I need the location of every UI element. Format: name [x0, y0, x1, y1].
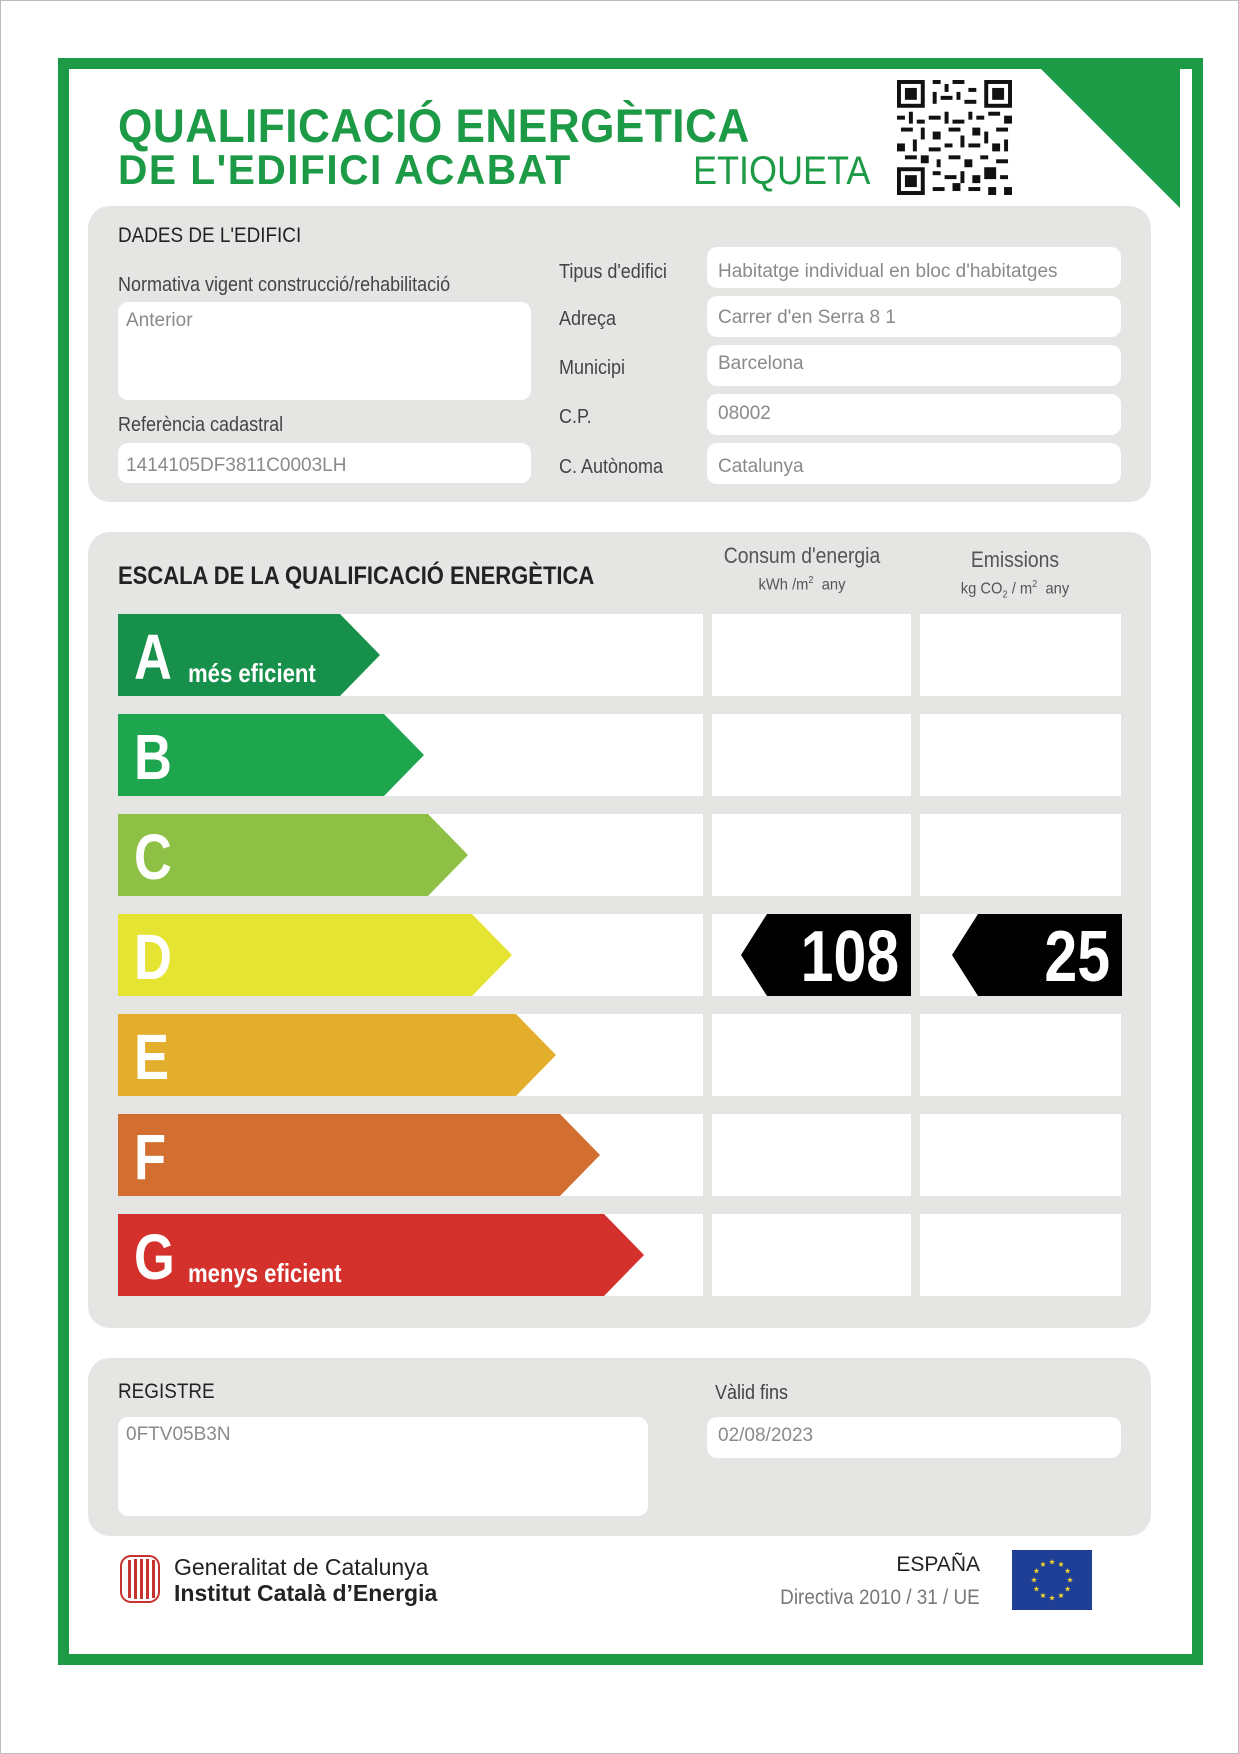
generalitat-name: Generalitat de Catalunya: [174, 1554, 429, 1580]
emissions-unit-any: any: [1045, 580, 1070, 598]
emissions-header: [925, 547, 1105, 601]
valid-until-value: 02/08/2023: [718, 1425, 814, 1446]
emissions-unit: [932, 579, 1098, 601]
emissions-unit-m: / m: [1007, 580, 1033, 598]
title-line1: QUALIFICACIÓ ENERGÈTICA: [118, 99, 750, 152]
class-arrow-fill: [118, 1114, 600, 1196]
field-label-cp: C.P.: [559, 406, 592, 428]
energy-consumption-tag: [741, 914, 911, 996]
emissions-unit-sub: 2: [1002, 589, 1008, 601]
field-value-municipi: Barcelona: [718, 353, 804, 374]
consum-header-title: Consum d'energia: [723, 543, 881, 568]
corner-triangle: [1030, 58, 1180, 208]
column-separator: [911, 914, 920, 996]
column-separator: [703, 714, 712, 796]
qr-code-icon: [897, 80, 1012, 195]
class-arrow-d: [118, 914, 512, 996]
generalitat-logo-icon: [120, 1555, 160, 1603]
field-value-cp: 08002: [718, 403, 771, 424]
class-letter: E: [134, 1021, 170, 1093]
field-label-adreca: Adreça: [559, 308, 617, 330]
institute-name: Institut Català d’Energia: [174, 1580, 438, 1606]
field-value-tipus: Habitatge individual en bloc d'habitatges: [718, 261, 1058, 282]
scale-title: ESCALA DE LA QUALIFICACIÓ ENERGÈTICA: [118, 562, 595, 590]
column-separator: [911, 814, 920, 896]
etiqueta-label: ETIQUETA: [693, 149, 871, 193]
emissions-unit-kg: kg CO: [960, 580, 1003, 598]
column-separator: [703, 1214, 712, 1296]
class-sublabel: més eficient: [188, 658, 316, 688]
class-arrow-g: [118, 1214, 644, 1296]
emissions-header-title: Emissions: [970, 547, 1060, 572]
registry-value: 0FTV05B3N: [126, 1424, 231, 1445]
normativa-label: Normativa vigent construcció/rehabilitació: [118, 274, 451, 296]
consum-unit: [719, 575, 885, 594]
column-separator: [703, 1114, 712, 1196]
title-line2: DE L'EDIFICI ACABAT: [118, 146, 572, 193]
registry-label: REGISTRE: [118, 1380, 215, 1403]
column-separator: [911, 1214, 920, 1296]
column-separator: [703, 1014, 712, 1096]
energy-consumption-tag-value: 108: [800, 917, 899, 997]
country-label: ESPAÑA: [896, 1553, 980, 1576]
class-arrow-shape: [118, 1114, 600, 1196]
cadastral-value: 1414105DF3811C0003LH: [126, 455, 347, 476]
consum-header: [712, 543, 892, 594]
class-arrow-fill: [118, 1014, 556, 1096]
column-separator: [911, 1114, 920, 1196]
class-arrow-shape: [118, 1014, 556, 1096]
class-sublabel: menys eficient: [188, 1258, 342, 1288]
column-separator: [911, 714, 920, 796]
class-arrow-b: [118, 714, 424, 796]
class-arrow-a: [118, 614, 380, 696]
column-separator: [911, 614, 920, 696]
consum-unit-any: any: [821, 576, 846, 594]
class-arrow-shape: [118, 914, 512, 996]
class-letter: G: [134, 1221, 175, 1293]
emissions-unit-exp: 2: [1032, 579, 1038, 590]
column-separator: [703, 614, 712, 696]
field-label-autonoma: C. Autònoma: [559, 456, 664, 478]
class-letter: A: [134, 621, 172, 693]
normativa-value: Anterior: [126, 310, 193, 331]
consum-unit-kwh: kWh /m: [758, 576, 809, 594]
building-section-title: DADES DE L'EDIFICI: [118, 224, 302, 247]
emissions-tag-value: 25: [1044, 917, 1110, 997]
field-label-tipus: Tipus d'edifici: [559, 261, 667, 283]
eu-flag-icon: [1012, 1550, 1092, 1610]
class-letter: C: [134, 821, 172, 893]
column-separator: [703, 814, 712, 896]
class-arrow-e: [118, 1014, 556, 1096]
class-arrow-c: [118, 814, 468, 896]
column-separator: [703, 914, 712, 996]
column-separator: [911, 1014, 920, 1096]
consum-unit-exp: 2: [808, 575, 814, 586]
field-label-municipi: Municipi: [559, 357, 626, 379]
valid-until-label: Vàlid fins: [715, 1382, 789, 1404]
class-arrow-f: [118, 1114, 600, 1196]
field-value-adreca: Carrer d'en Serra 8 1: [718, 307, 896, 328]
class-letter: D: [134, 921, 172, 993]
cadastral-label: Referència cadastral: [118, 414, 284, 436]
class-letter: F: [134, 1121, 167, 1193]
class-arrow-fill: [118, 914, 512, 996]
field-value-autonoma: Catalunya: [718, 456, 804, 477]
emissions-tag: [952, 914, 1122, 996]
directive-label: Directiva 2010 / 31 / UE: [780, 1586, 980, 1609]
class-letter: B: [134, 721, 172, 793]
